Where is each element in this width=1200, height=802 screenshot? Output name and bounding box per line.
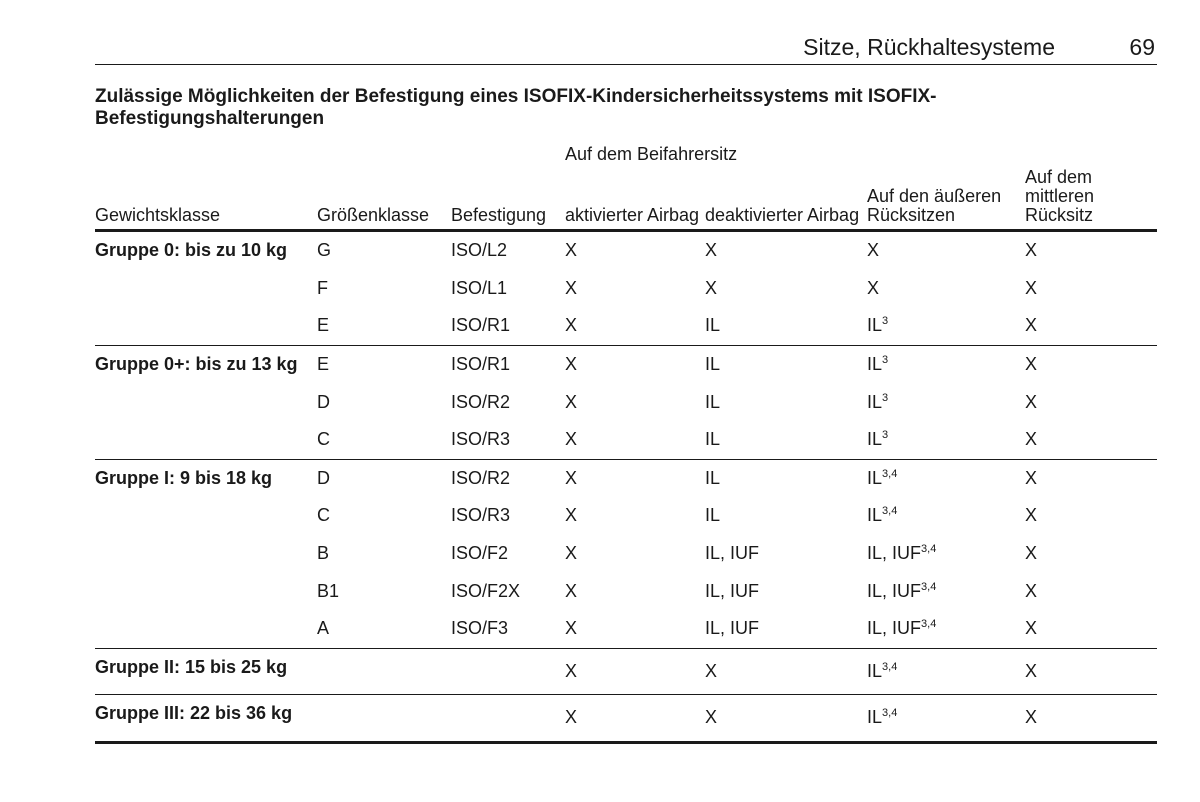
outer-seats-cell	[867, 648, 1025, 695]
footnote-ref: 3,4	[882, 467, 898, 480]
section-title: Sitze, Rückhaltesysteme	[803, 34, 1055, 60]
middle-seat-cell: X	[1025, 277, 1038, 298]
outer-seats-value: IL	[867, 391, 883, 412]
outer-seats-value: IL, IUF	[867, 618, 922, 639]
header-outer-seats: Auf den äußeren Rücksitzen	[867, 186, 1002, 225]
airbag-on-cell: X	[565, 505, 578, 526]
page-number: 69	[1129, 34, 1155, 60]
table-row	[95, 231, 1157, 270]
table-body	[95, 231, 1157, 743]
airbag-off-cell: X	[705, 660, 718, 681]
header-size-class: Größenklasse	[317, 205, 430, 225]
airbag-on-cell: X	[565, 618, 578, 639]
footnote-ref: 3,4	[882, 707, 898, 720]
airbag-off-cell: IL	[705, 391, 721, 412]
size-class-cell	[317, 695, 451, 743]
fixture-cell: ISO/R1	[451, 315, 511, 336]
outer-seats-value: IL	[867, 429, 883, 450]
footnote-ref: 3,4	[921, 580, 937, 593]
airbag-off-cell: IL, IUF	[705, 618, 760, 639]
fixture-cell: ISO/R1	[451, 354, 511, 375]
footnote-ref: 3,4	[882, 660, 898, 673]
outer-seats-cell	[867, 535, 1025, 573]
outer-seats-cell	[867, 610, 1025, 648]
airbag-on-cell: X	[565, 240, 578, 261]
page-header	[95, 34, 1157, 65]
airbag-off-cell: IL	[705, 315, 721, 336]
table-heading: Zulässige Möglichkeiten der Befestigung eines ISOFIX-Kindersicherheitssystems mit ISOFIX-Befestigungshalterungen	[95, 86, 937, 129]
middle-seat-cell: X	[1025, 505, 1038, 526]
fixture-cell: ISO/R3	[451, 429, 511, 450]
fixture-cell	[451, 648, 565, 695]
header-middle-seat: Auf dem mittleren Rücksitz	[1025, 167, 1095, 225]
weight-group: Gruppe III: 22 bis 36 kg	[95, 703, 293, 724]
middle-seat-cell: X	[1025, 660, 1038, 681]
airbag-off-cell: IL, IUF	[705, 543, 760, 564]
airbag-on-cell: X	[565, 467, 578, 488]
weight-group: Gruppe II: 15 bis 25 kg	[95, 656, 288, 677]
airbag-off-cell: IL	[705, 467, 721, 488]
airbag-on-cell: X	[565, 660, 578, 681]
airbag-off-cell: X	[705, 707, 718, 728]
airbag-on-cell: X	[565, 391, 578, 412]
outer-seats-value: IL	[867, 467, 883, 488]
footnote-ref: 3,4	[921, 618, 937, 631]
fixture-cell: ISO/L1	[451, 277, 508, 298]
outer-seats-value: X	[867, 240, 880, 261]
weight-group: Gruppe 0+: bis zu 13 kg	[95, 353, 298, 374]
footnote-ref: 3	[882, 429, 889, 442]
size-class-cell: D	[317, 467, 330, 488]
middle-seat-cell: X	[1025, 580, 1038, 601]
middle-seat-cell: X	[1025, 707, 1038, 728]
middle-seat-cell: X	[1025, 315, 1038, 336]
size-class-cell	[317, 648, 451, 695]
fixture-cell: ISO/F2X	[451, 580, 521, 601]
middle-seat-cell: X	[1025, 354, 1038, 375]
fixture-cell: ISO/F2	[451, 543, 509, 564]
footnote-ref: 3	[882, 315, 889, 328]
size-class-cell: C	[317, 429, 330, 450]
outer-seats-cell	[867, 459, 1025, 497]
middle-seat-cell: X	[1025, 618, 1038, 639]
fixture-cell: ISO/L2	[451, 240, 508, 261]
outer-seats-cell	[867, 695, 1025, 743]
fixture-cell: ISO/R2	[451, 391, 511, 412]
table-row	[95, 695, 1157, 743]
airbag-on-cell: X	[565, 277, 578, 298]
outer-seats-value: IL	[867, 354, 883, 375]
table-row	[95, 459, 1157, 497]
table-row	[95, 648, 1157, 695]
outer-seats-value: IL	[867, 505, 883, 526]
fixture-cell: ISO/F3	[451, 618, 509, 639]
airbag-on-cell: X	[565, 543, 578, 564]
airbag-off-cell: X	[705, 240, 718, 261]
header-weight-class: Gewichtsklasse	[95, 205, 221, 225]
size-class-cell: G	[317, 240, 332, 261]
outer-seats-cell	[867, 572, 1025, 610]
size-class-cell: E	[317, 315, 330, 336]
weight-group: Gruppe I: 9 bis 18 kg	[95, 467, 273, 488]
outer-seats-value: X	[867, 277, 880, 298]
airbag-off-cell: IL, IUF	[705, 580, 760, 601]
header-airbag-on: aktivierter Airbag	[565, 205, 700, 225]
airbag-off-cell: IL	[705, 505, 721, 526]
footnote-ref: 3,4	[882, 505, 898, 518]
size-class-cell: F	[317, 277, 328, 298]
footnote-ref: 3	[882, 354, 889, 367]
size-class-cell: B	[317, 543, 330, 564]
outer-seats-cell	[867, 421, 1025, 459]
outer-seats-cell	[867, 307, 1025, 345]
outer-seats-cell	[867, 231, 1025, 270]
outer-seats-cell	[867, 497, 1025, 535]
size-class-cell: E	[317, 354, 330, 375]
fixture-cell	[451, 695, 565, 743]
airbag-on-cell: X	[565, 707, 578, 728]
middle-seat-cell: X	[1025, 543, 1038, 564]
footnote-ref: 3	[882, 391, 889, 404]
middle-seat-cell: X	[1025, 429, 1038, 450]
fixture-cell: ISO/R3	[451, 505, 511, 526]
header-fixture: Befestigung	[451, 205, 547, 225]
outer-seats-value: IL, IUF	[867, 543, 922, 564]
size-class-cell: C	[317, 505, 330, 526]
outer-seats-cell	[867, 383, 1025, 421]
outer-seats-value: IL	[867, 315, 883, 336]
outer-seats-cell	[867, 345, 1025, 383]
airbag-off-cell: IL	[705, 429, 721, 450]
airbag-off-cell: IL	[705, 354, 721, 375]
footnote-ref: 3,4	[921, 543, 937, 556]
outer-seats-value: IL	[867, 660, 883, 681]
size-class-cell: D	[317, 391, 330, 412]
weight-group: Gruppe 0: bis zu 10 kg	[95, 240, 288, 260]
airbag-on-cell: X	[565, 429, 578, 450]
isofix-table	[95, 145, 1157, 744]
airbag-on-cell: X	[565, 580, 578, 601]
header-airbag-off: deaktivierter Airbag	[705, 205, 860, 225]
airbag-off-cell: X	[705, 277, 718, 298]
middle-seat-cell: X	[1025, 240, 1038, 261]
airbag-on-cell: X	[565, 354, 578, 375]
outer-seats-value: IL	[867, 707, 883, 728]
outer-seats-value: IL, IUF	[867, 580, 922, 601]
size-class-cell: B1	[317, 580, 340, 601]
airbag-on-cell: X	[565, 315, 578, 336]
table-row	[95, 345, 1157, 383]
fixture-cell: ISO/R2	[451, 467, 511, 488]
middle-seat-cell: X	[1025, 391, 1038, 412]
outer-seats-cell	[867, 270, 1025, 308]
header-passenger-seat: Auf dem Beifahrersitz	[565, 144, 738, 164]
size-class-cell: A	[317, 618, 330, 639]
middle-seat-cell: X	[1025, 467, 1038, 488]
